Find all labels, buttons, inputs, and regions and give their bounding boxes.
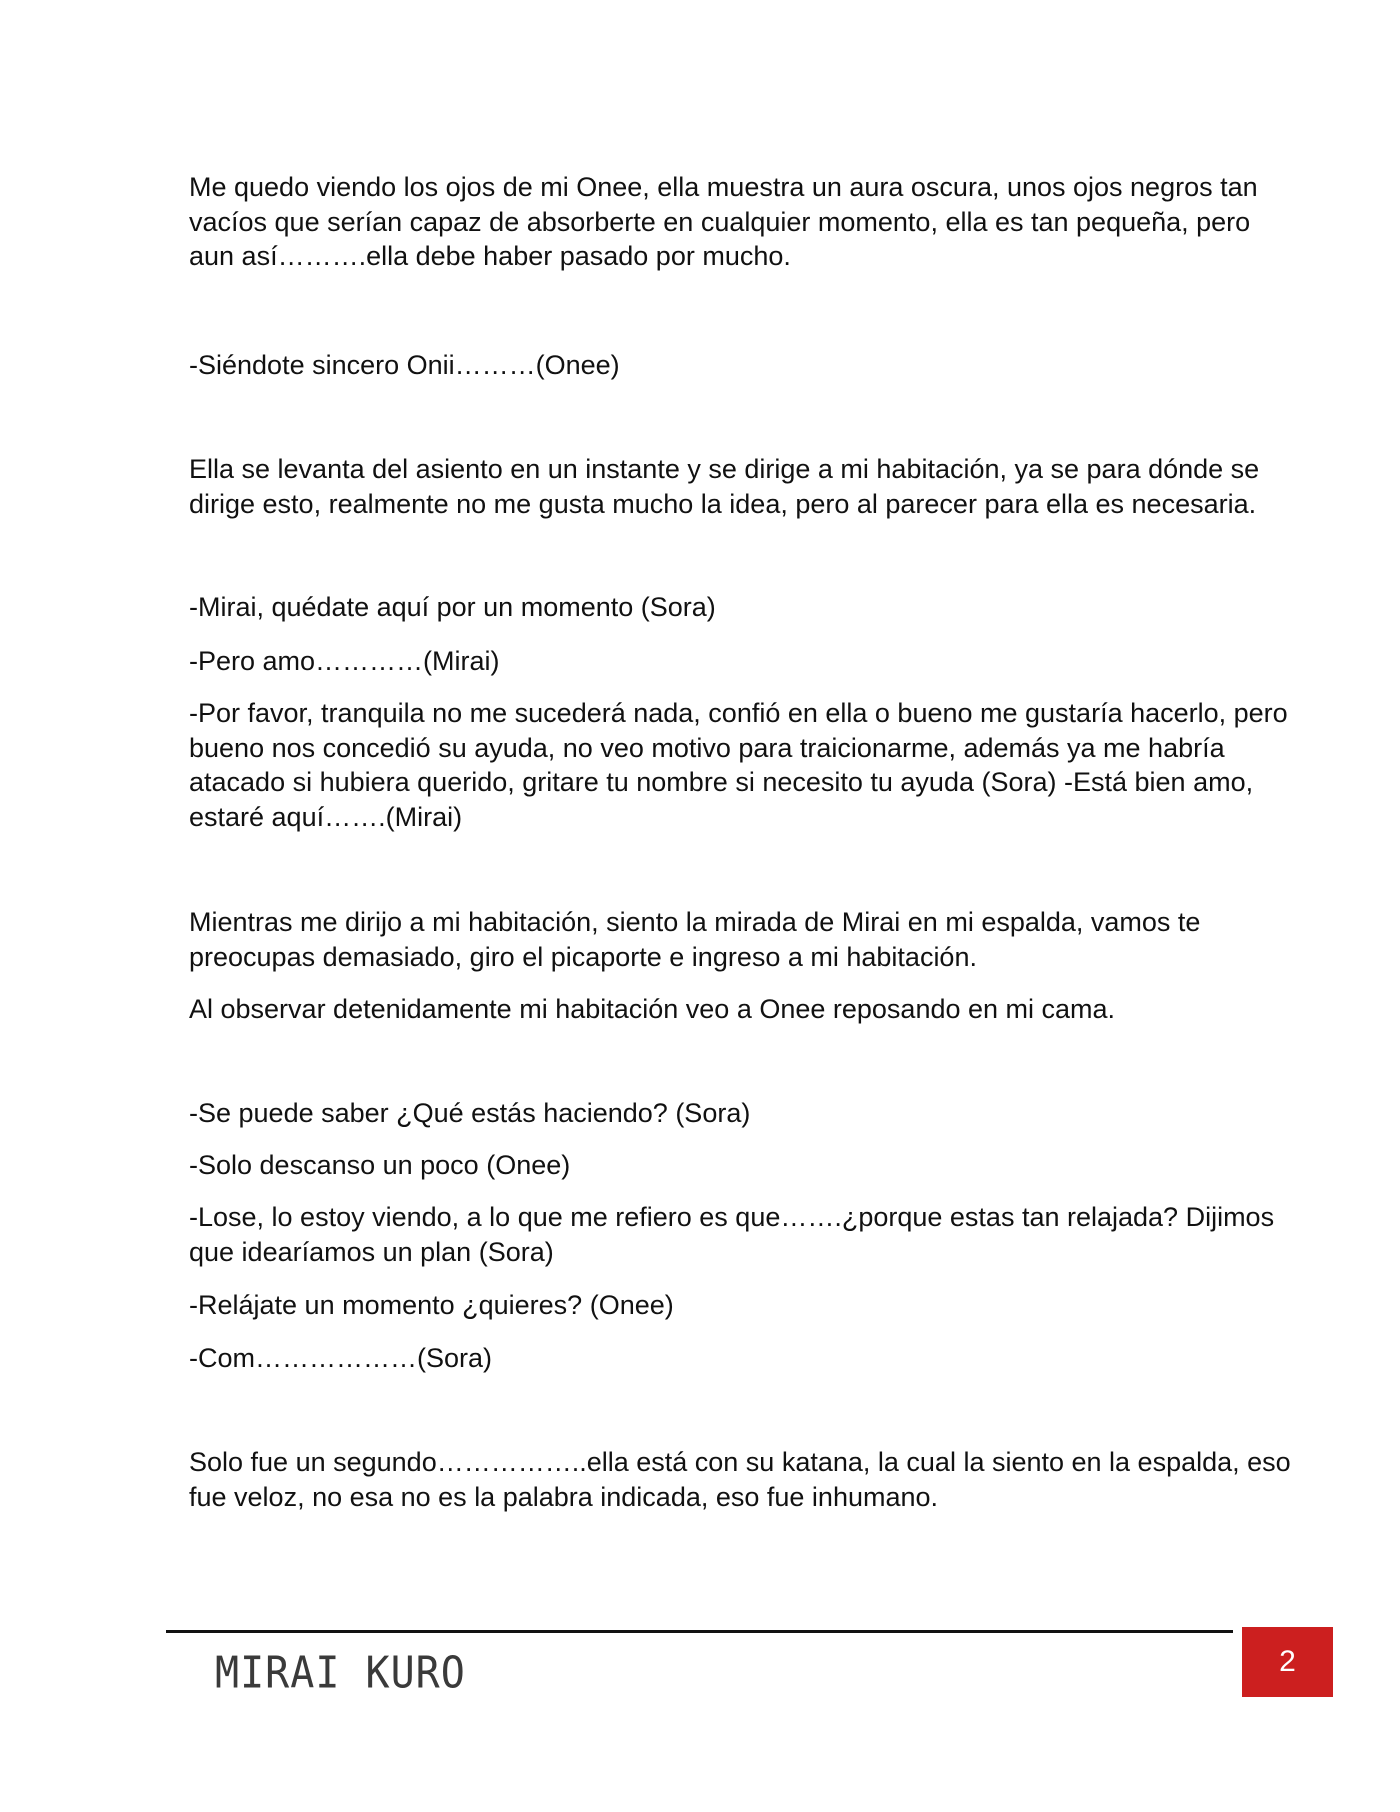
page-number: 2 bbox=[1279, 1645, 1296, 1678]
paragraph-13: -Com………………(Sora) bbox=[189, 1343, 493, 1373]
paragraph-4: -Mirai, quédate aquí por un momento (Sora) bbox=[189, 592, 716, 622]
paragraph-9: -Se puede saber ¿Qué estás haciendo? (Sora) bbox=[189, 1098, 751, 1128]
paragraph-11: -Lose, lo estoy viendo, a lo que me refiero es que…….¿porque estas tan relajada? Dijimos que idearíamos un plan (Sora) bbox=[189, 1202, 1275, 1267]
paragraph-14: Solo fue un segundo……………..ella está con su katana, la cual la siento en la espalda, eso fue veloz, no esa no es la palabra indicada, eso fue inhumano. bbox=[189, 1447, 1291, 1512]
paragraph-7: Mientras me dirijo a mi habitación, siento la mirada de Mirai en mi espalda, vamos te preocupas demasiado, giro el picaporte e ingreso a mi habitación. bbox=[189, 907, 1201, 972]
footer-logo: MIRAI KURO bbox=[215, 1648, 466, 1699]
paragraph-2: -Siéndote sincero Onii………(Onee) bbox=[189, 350, 620, 380]
paragraph-8: Al observar detenidamente mi habitación veo a Onee reposando en mi cama. bbox=[189, 994, 1116, 1024]
paragraph-3: Ella se levanta del asiento en un instante y se dirige a mi habitación, ya se para dónde se dirige esto, realmente no me gusta mucho la idea, pero al parecer para ella es necesaria. bbox=[189, 454, 1260, 519]
paragraph-12: -Relájate un momento ¿quieres? (Onee) bbox=[189, 1290, 674, 1320]
footer-divider bbox=[166, 1630, 1233, 1633]
paragraph-1: Me quedo viendo los ojos de mi Onee, ella muestra un aura oscura, unos ojos negros tan vacíos que serían capaz de absorberte en cualquier momento, ella es tan pequeña, pero aun así……….ella debe haber pasado por mucho. bbox=[189, 172, 1258, 271]
paragraph-5: -Pero amo…………(Mirai) bbox=[189, 646, 500, 676]
paragraph-6: -Por favor, tranquila no me sucederá nada, confió en ella o bueno me gustaría hacerlo, pero bueno nos concedió su ayuda, no veo motivo para traicionarme, además ya me habría atacado si hubiera querido, gritare tu nombre si necesito tu ayuda (Sora) -Está bien amo, estaré aquí…….(Mirai) bbox=[189, 698, 1288, 832]
paragraph-10: -Solo descanso un poco (Onee) bbox=[189, 1150, 571, 1180]
page-number-badge bbox=[1242, 1627, 1333, 1697]
